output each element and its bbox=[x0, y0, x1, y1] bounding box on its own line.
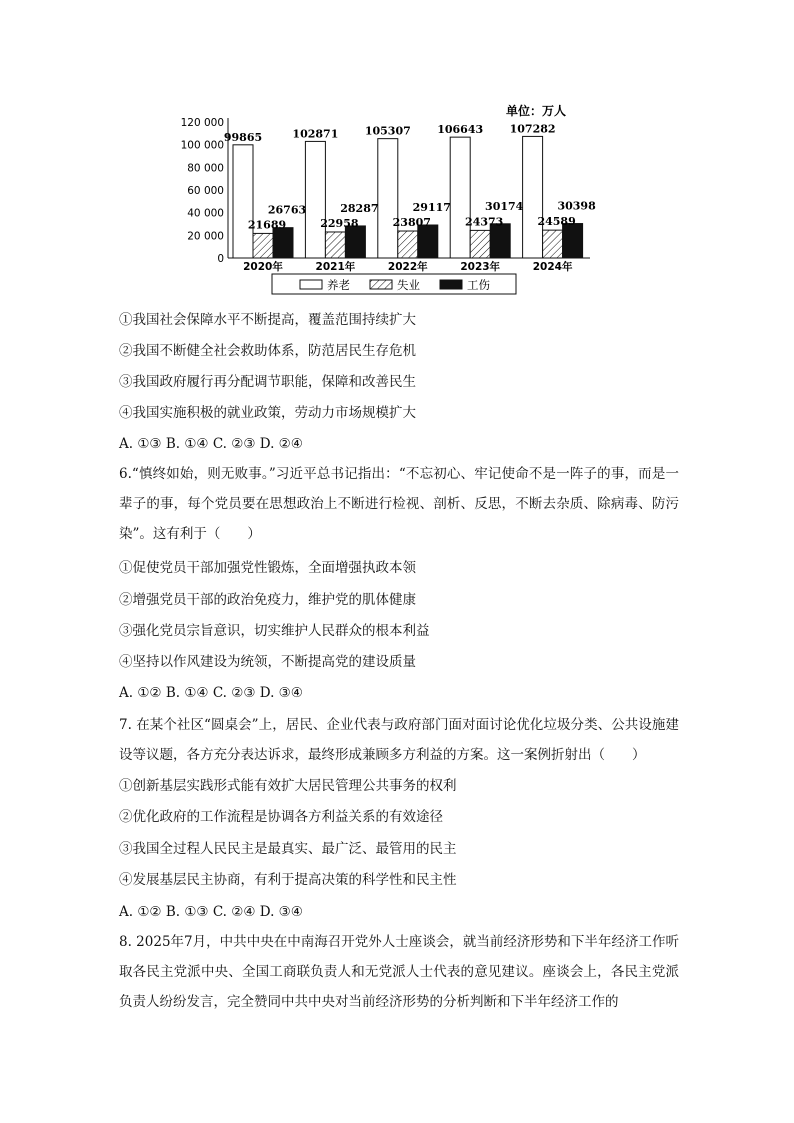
value-label: 26763 bbox=[267, 203, 307, 217]
q8-stem: 8. 2025年7月，中共中央在中南海召开党外人士座谈会，就当前经济形势和下半年经济工作听取各民主党派中央、全国工商联负责人和无党派人士代表的意见建议。座谈会上，各民主党派负责人纷纷发言，完全赞同中共中央对当前经济形势的分析判断和下半年经济工作的 bbox=[119, 934, 679, 1010]
q7-option-4: ④发展基层民主协商，有利于提高决策的科学性和民主性 bbox=[119, 872, 457, 888]
q5-option-4: ④我国实施积极的就业政策，劳动力市场规模扩大 bbox=[119, 405, 416, 421]
value-label: 102871 bbox=[292, 127, 339, 141]
q6-option-1: ①促使党员干部加强党性锻炼，全面增强执政本领 bbox=[119, 560, 416, 576]
value-label: 30398 bbox=[557, 199, 596, 213]
legend-swatch-养老 bbox=[300, 280, 322, 289]
y-tick-label: 120 000 bbox=[180, 117, 224, 129]
value-label: 28287 bbox=[340, 201, 379, 215]
y-tick-label: 0 bbox=[217, 253, 224, 265]
q5-option-3: ③我国政府履行再分配调节职能，保障和改善民生 bbox=[119, 374, 416, 390]
chart-legend bbox=[272, 274, 516, 294]
bar-失业-2022年 bbox=[398, 231, 418, 258]
bar-失业-2024年 bbox=[543, 230, 563, 258]
q6-stem: 6.“慎终如始，则无败事。”习近平总书记指出：“不忘初心、牢记使命不是一阵子的事，而是一辈子的事，每个党员要在思想政治上不断进行检视、剖析、反思，不断去杂质、除病毒、防污染”。这有利于（ ） bbox=[119, 466, 679, 542]
legend-swatch-工伤 bbox=[440, 280, 462, 289]
bar-养老-2024年 bbox=[523, 136, 543, 258]
value-label: 107282 bbox=[509, 122, 556, 136]
value-label: 24589 bbox=[537, 215, 576, 229]
q5-option-1: ①我国社会保障水平不断提高，覆盖范围持续扩大 bbox=[119, 312, 416, 328]
q5-option-2: ②我国不断健全社会救助体系，防范居民生存危机 bbox=[119, 343, 416, 359]
x-tick-label: 2022年 bbox=[387, 261, 428, 273]
q7-option-2: ②优化政府的工作流程是协调各方利益关系的有效途径 bbox=[119, 809, 443, 825]
value-label: 99865 bbox=[223, 130, 263, 144]
value-label: 23807 bbox=[392, 216, 431, 230]
legend-label-工伤: 工伤 bbox=[467, 278, 490, 292]
y-tick-label: 100 000 bbox=[180, 139, 224, 152]
q7-option-1: ①创新基层实践形式能有效扩大居民管理公共事务的权利 bbox=[119, 778, 457, 794]
bar-养老-2023年 bbox=[450, 137, 470, 258]
bar-工伤-2020年 bbox=[273, 228, 293, 258]
value-label: 29117 bbox=[412, 201, 451, 215]
bar-失业-2021年 bbox=[325, 232, 345, 258]
legend-label-失业: 失业 bbox=[397, 278, 420, 292]
bar-工伤-2024年 bbox=[563, 224, 583, 258]
value-label: 22958 bbox=[320, 216, 359, 230]
q6-option-3: ③强化党员宗旨意识，切实维护人民群众的根本利益 bbox=[119, 623, 430, 639]
x-tick-label: 2020年 bbox=[243, 261, 283, 273]
social-insurance-bar-chart bbox=[170, 100, 600, 300]
legend-label-养老: 养老 bbox=[327, 278, 350, 292]
x-tick-label: 2021年 bbox=[315, 261, 356, 273]
value-label: 106643 bbox=[437, 123, 484, 137]
bar-失业-2020年 bbox=[253, 233, 273, 258]
bar-养老-2022年 bbox=[378, 139, 398, 258]
q5-answers: A. ①③ B. ①④ C. ②③ D. ②④ bbox=[119, 436, 303, 452]
bar-养老-2020年 bbox=[233, 145, 253, 258]
x-tick-label: 2023年 bbox=[460, 261, 501, 273]
bar-养老-2021年 bbox=[305, 141, 325, 258]
value-label: 105307 bbox=[364, 124, 411, 138]
bar-工伤-2021年 bbox=[345, 226, 365, 258]
x-tick-label: 2024年 bbox=[532, 261, 573, 273]
bar-失业-2023年 bbox=[470, 230, 490, 258]
q7-stem: 7. 在某个社区“圆桌会”上，居民、企业代表与政府部门面对面讨论优化垃圾分类、公共设施建设等议题，各方充分表达诉求，最终形成兼顾多方利益的方案。这一案例折射出（ ） bbox=[119, 717, 679, 763]
q6-answers: A. ①② B. ①④ C. ②③ D. ③④ bbox=[119, 685, 303, 701]
q6-option-2: ②增强党员干部的政治免疫力，维护党的肌体健康 bbox=[119, 592, 416, 608]
legend-swatch-失业 bbox=[370, 280, 392, 289]
value-label: 30174 bbox=[485, 199, 524, 213]
value-label: 24373 bbox=[465, 215, 504, 229]
q7-answers: A. ①② B. ①③ C. ②④ D. ③④ bbox=[119, 904, 303, 920]
y-tick-label: 60 000 bbox=[187, 185, 224, 197]
bar-工伤-2023年 bbox=[490, 224, 510, 258]
bar-工伤-2022年 bbox=[418, 225, 438, 258]
q7-option-3: ③我国全过程人民民主是最真实、最广泛、最管用的民主 bbox=[119, 841, 457, 857]
value-label: 21689 bbox=[247, 218, 287, 232]
q6-option-4: ④坚持以作风建设为统领，不断提高党的建设质量 bbox=[119, 654, 416, 670]
y-tick-label: 40 000 bbox=[187, 207, 224, 220]
y-tick-label: 80 000 bbox=[187, 162, 224, 175]
unit-label: 单位：万人 bbox=[506, 104, 567, 118]
y-tick-label: 20 000 bbox=[187, 230, 224, 243]
